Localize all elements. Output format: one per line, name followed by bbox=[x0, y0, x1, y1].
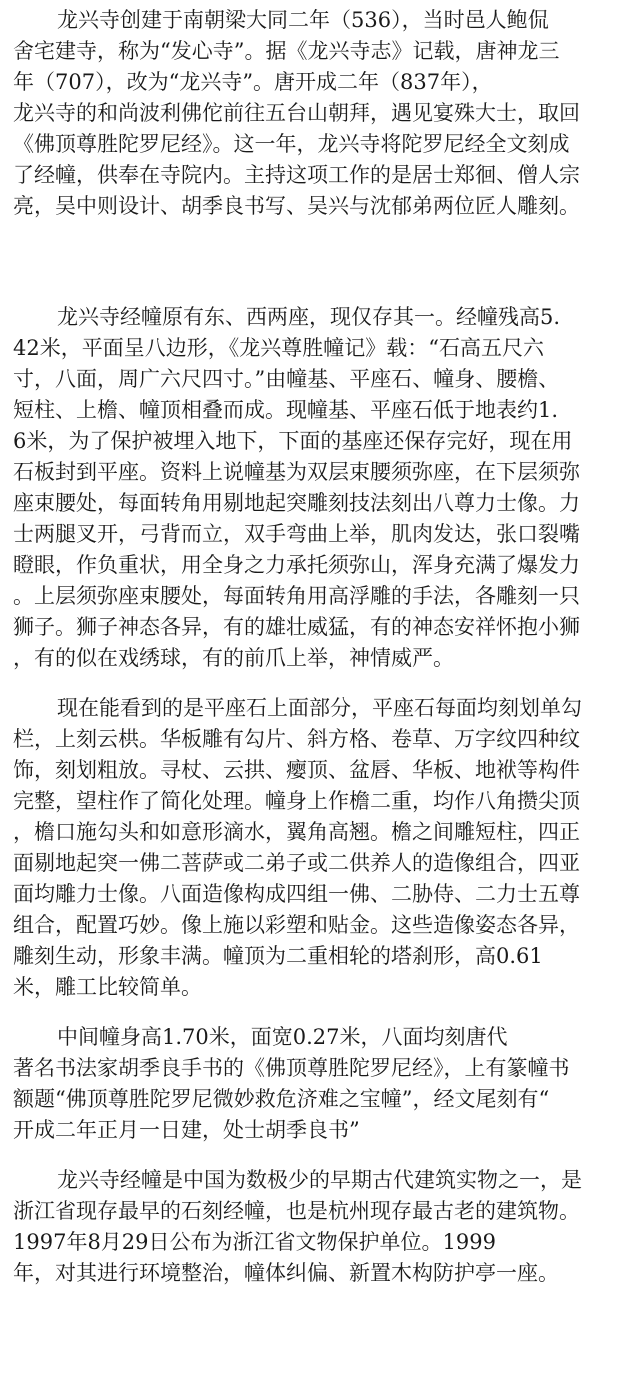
text-line: 饰，刻划粗放。寻杖、云拱、瘿顶、盆唇、华板、地袱等构件 bbox=[13, 758, 580, 782]
text-line: 现在能看到的是平座石上面部分，平座石每面均刻划单勾 bbox=[57, 696, 582, 720]
paragraph-3 bbox=[13, 693, 633, 1003]
text-line: 龙兴寺创建于南朝梁大同二年（536），当时邑人鲍侃 bbox=[57, 8, 549, 32]
text-line: 年，对其进行环境整治，幢体纠偏、新置木构防护亭一座。 bbox=[13, 1261, 559, 1285]
text-line: 完整，望柱作了简化处理。幢身上作檐二重，均作八角攒尖顶 bbox=[13, 789, 580, 813]
paragraph-1 bbox=[13, 5, 633, 222]
text-line: 了经幢，供奉在寺院内。主持这项工作的是居士郑徊、僧人宗 bbox=[13, 163, 580, 187]
text-line: 面剔地起突一佛二菩萨或二弟子或二供养人的造像组合，四亚 bbox=[13, 851, 580, 875]
text-line: ，有的似在戏绣球，有的前爪上举，神情威严。 bbox=[13, 646, 454, 670]
text-line: 栏，上刻云栱。华板雕有勾片、斜方格、卷草、万字纹四种纹 bbox=[13, 727, 580, 751]
text-line: 浙江省现存最早的石刻经幢，也是杭州现存最古老的建筑物。 bbox=[13, 1199, 580, 1223]
paragraph-2 bbox=[13, 302, 633, 674]
text-line: 《佛顶尊胜陀罗尼经》。这一年，龙兴寺将陀罗尼经全文刻成 bbox=[13, 132, 570, 156]
paragraph-5 bbox=[13, 1165, 633, 1289]
text-line: 米，雕工比较简单。 bbox=[13, 975, 202, 999]
text-line: 座束腰处，每面转角用剔地起突雕刻技法刻出八尊力士像。力 bbox=[13, 491, 580, 515]
text-line: ，檐口施勾头和如意形滴水，翼角高翘。檐之间雕短柱，四正 bbox=[13, 820, 580, 844]
text-line: 龙兴寺经幢是中国为数极少的早期古代建筑实物之一，是 bbox=[57, 1168, 582, 1192]
text-line: 组合，配置巧妙。像上施以彩塑和贴金。这些造像姿态各异， bbox=[13, 913, 580, 937]
text-line: 6米，为了保护被埋入地下，下面的基座还保存完好，现在用 bbox=[13, 429, 573, 453]
text-line: 瞪眼，作负重状，用全身之力承托须弥山，浑身充满了爆发力 bbox=[13, 553, 580, 577]
text-line: 舍宅建寺，称为“发心寺”。据《龙兴寺志》记载，唐神龙三 bbox=[13, 39, 560, 63]
text-line: 1997年8月29日公布为浙江省文物保护单位。1999 bbox=[13, 1230, 496, 1254]
text-line: 寸，八面，周广六尺四寸。”由幢基、平座石、幢身、腰檐、 bbox=[13, 367, 560, 391]
text-line: 雕刻生动，形象丰满。幢顶为二重相轮的塔刹形，高0.61 bbox=[13, 944, 543, 968]
article-body bbox=[13, 0, 633, 1289]
text-line: 石板封到平座。资料上说幢基为双层束腰须弥座，在下层须弥 bbox=[13, 460, 580, 484]
text-line: 士两腿叉开，弓背而立，双手弯曲上举，肌肉发达，张口裂嘴 bbox=[13, 522, 580, 546]
text-line: 亮，吴中则设计、胡季良书写、吴兴与沈郁弟两位匠人雕刻。 bbox=[13, 194, 580, 218]
text-line: 著名书法家胡季良手书的《佛顶尊胜陀罗尼经》，上有篆幢书 bbox=[13, 1056, 570, 1080]
text-line: 龙兴寺经幢原有东、西两座，现仅存其一。经幢残高5. bbox=[57, 305, 561, 329]
text-line: 龙兴寺的和尚波利佛佗前往五台山朝拜，遇见宴殊大士，取回 bbox=[13, 101, 580, 125]
text-line: 面均雕力士像。八面造像构成四组一佛、二胁侍、二力士五尊 bbox=[13, 882, 580, 906]
text-line: 中间幢身高1.70米，面宽0.27米，八面均刻唐代 bbox=[57, 1025, 508, 1049]
text-line: 。上层须弥座束腰处，每面转角用高浮雕的手法，各雕刻一只 bbox=[13, 584, 580, 608]
text-line: 42米，平面呈八边形，《龙兴尊胜幢记》载：“石高五尺六 bbox=[13, 336, 544, 360]
text-line: 额题“佛顶尊胜陀罗尼微妙救危济难之宝幢”，经文尾刻有“ bbox=[13, 1087, 550, 1111]
text-line: 年（707），改为“龙兴寺”。唐开成二年（837年）， bbox=[13, 70, 493, 94]
paragraph-4 bbox=[13, 1022, 633, 1146]
text-line: 开成二年正月一日建，处士胡季良书” bbox=[13, 1118, 360, 1142]
text-line: 短柱、上檐、幢顶相叠而成。现幢基、平座石低于地表约1. bbox=[13, 398, 559, 422]
text-line: 狮子。狮子神态各异，有的雄壮威猛，有的神态安祥怀抱小狮 bbox=[13, 615, 580, 639]
